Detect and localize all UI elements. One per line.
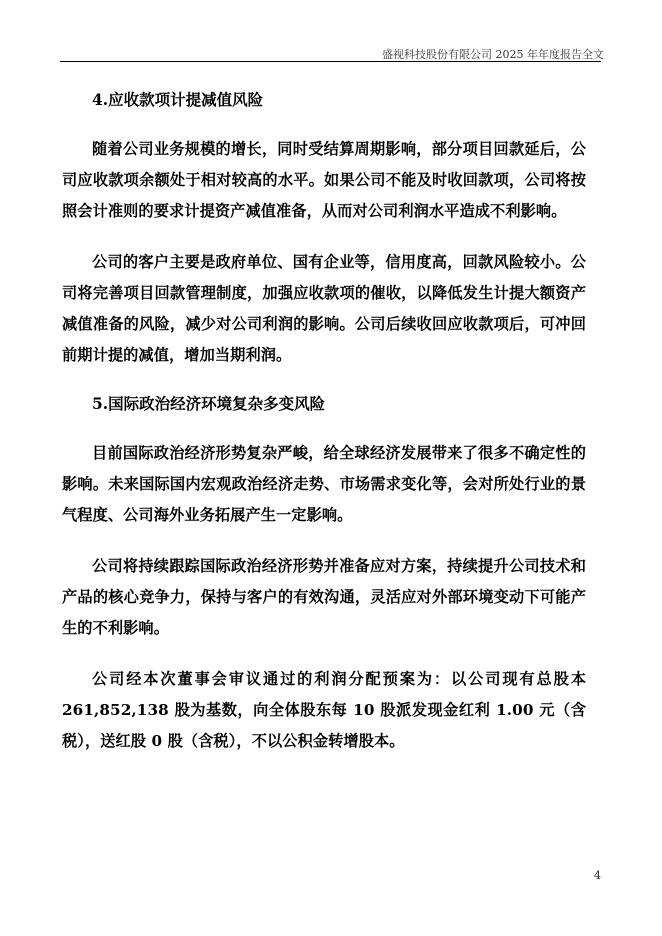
paragraph-international-mitigation: 公司将持续跟踪国际政治经济形势并准备应对方案，持续提升公司技术和产品的核心竞争力，保持与客户的有效沟通，灵活应对外部环境变动下可能产生的不利影响。	[62, 557, 586, 637]
page-body	[62, 87, 586, 777]
page-number: 4	[594, 869, 601, 882]
paragraph-international-description: 目前国际政治经济形势复杂严峻，给全球经济发展带来了很多不确定性的影响。未来国际国内宏观政治经济走势、市场需求变化等，会对所处行业的景气程度、公司海外业务拓展产生一定影响。	[62, 444, 586, 524]
paragraph-receivables-mitigation: 公司的客户主要是政府单位、国有企业等，信用度高，回款风险较小。公司将完善项目回款管理制度，加强应收款项的催收，以降低发生计提大额资产减值准备的风险，减少对公司利润的影响。公司后续收回应收款项后，可冲回前期计提的减值，增加当期利润。	[62, 253, 586, 364]
running-header: 盛视科技股份有限公司 2025 年年度报告全文	[382, 48, 604, 61]
section-heading-receivables-risk: 4.应收款项计提减值风险	[92, 90, 264, 109]
section-heading-international-risk: 5.国际政治经济环境复杂多变风险	[92, 394, 326, 413]
paragraph-receivables-description: 随着公司业务规模的增长，同时受结算周期影响，部分项目回款延后，公司应收款项余额处于相对较高的水平。如果公司不能及时收回款项，公司将按照会计准则的要求计提资产减值准备，从而对公司利润水平造成不利影响。	[62, 140, 586, 220]
header-divider	[60, 61, 601, 62]
paragraph-profit-distribution: 公司经本次董事会审议通过的利润分配预案为：以公司现有总股本 261,852,138 股为基数，向全体股东每 10 股派发现金红利 1.00 元（含税），送红股 0 股（含税），不以公积金转增股本。	[62, 670, 586, 750]
